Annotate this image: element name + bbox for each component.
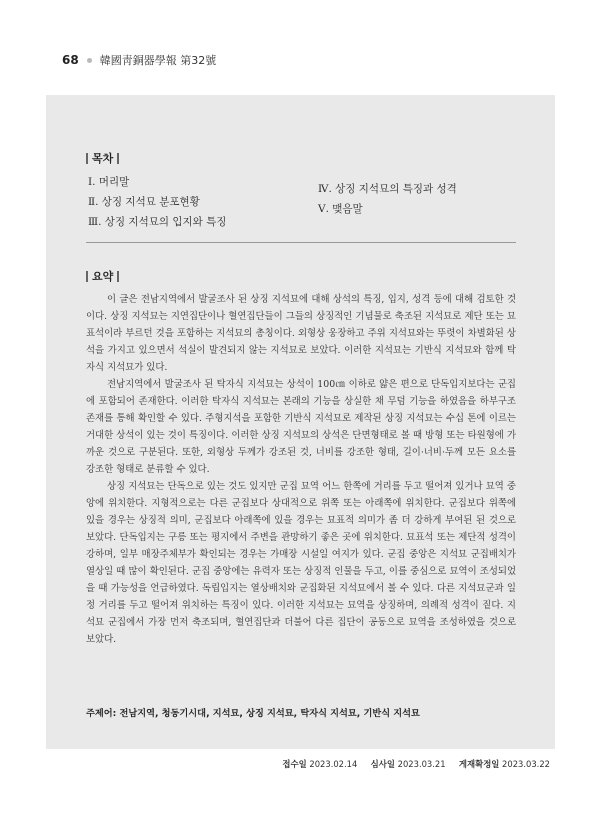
accepted-date: 2023.03.22 xyxy=(502,759,550,769)
toc-item: Ⅴ. 맺음말 xyxy=(318,203,363,215)
abstract-heading-label: 요약 xyxy=(92,270,114,283)
toc-left-column xyxy=(88,172,226,232)
toc-heading xyxy=(86,150,119,166)
abstract-paragraph: 전남지역에서 발굴조사 된 탁자식 지석묘는 상석이 100㎝ 이하로 얇은 편으로 단독입지보다는 군집에 포함되어 존재한다. 이러한 탁자식 지석묘는 본래의 기능을 상실한 채 무덤 기능을 하였음을 하부구조 존재를 통해 확인할 수 있다. 주형지석을 포함한 기반식 지석묘로 제작된 상징 지석묘는 수십 톤에 이르는 거대한 상석이 있는 것이 특징이다. 이러한 상징 지석묘의 상석은 단면형태로 볼 때 방형 또는 타원형에 가까운 것으로 구분된다. 또한, 외형상 두께가 강조된 것, 너비를 강조한 형태, 길이·너비·두께 모든 요소를 강조한 형태로 분류할 수 있다. xyxy=(86,379,516,475)
bullet-dot-icon xyxy=(87,58,92,63)
heading-bar-icon xyxy=(86,271,88,282)
toc-item: Ⅲ. 상징 지석묘의 입지와 특징 xyxy=(88,216,227,228)
toc-item: Ⅳ. 상징 지석묘의 특징과 성격 xyxy=(318,183,457,195)
heading-bar-icon xyxy=(86,153,88,164)
abstract-body xyxy=(86,291,516,648)
page-number: 68 xyxy=(62,53,79,67)
abstract-paragraph: 이 글은 전남지역에서 발굴조사 된 상징 지석묘에 대해 상석의 특징, 입지, 성격 등에 대해 검토한 것이다. 상징 지석묘는 지연집단이나 혈연집단들이 그들의 상징적인 기념물로 축조된 지석묘로 제단 또는 묘표석이라 부르던 것을 포함하는 지석묘의 총칭이다. 외형상 웅장하고 주위 지석묘와는 뚜렷이 차별화된 상석을 가지고 있으면서 석실이 발견되지 않는 지석묘로 보았다. 이러한 지석묘는 기반식 지석묘와 함께 탁자식 지석묘가 있다. xyxy=(86,294,516,373)
heading-bar-icon xyxy=(117,153,119,164)
toc-item: Ⅰ. 머리말 xyxy=(88,176,130,188)
abstract-paragraph: 상징 지석묘는 단독으로 있는 것도 있지만 군집 묘역 어느 한쪽에 거리를 두고 떨어져 있거나 묘역 중앙에 위치한다. 지형적으로는 다른 군집보다 상대적으로 위쪽 또는 아래쪽에 위치한다. 군집보다 위쪽에 있을 경우는 상징적 의미, 군집보다 아래쪽에 있을 경우는 묘표적 의미가 좀 더 강하게 부여된 된 것으로 보았다. 단독입지는 구릉 또는 평지에서 주변을 관망하기 좋은 곳에 위치한다. 묘표석 또는 제단적 성격이 강하며, 일부 매장주체부가 확인되는 경우는 가매장 시설일 여지가 있다. 군집 중앙은 지석묘 군집배치가 열상일 때 많이 확인된다. 군집 중앙에는 유력자 또는 상징적 인물을 두고, 이를 중심으로 묘역이 조성되었을 때 가능성을 언급하였다. 독립입지는 열상배치와 군집화된 지석묘에서 볼 수 있다. 다른 지석묘군과 일정 거리를 두고 떨어져 위치하는 특징이 있다. 이러한 지석묘는 묘역을 상징하며, 의례적 성격이 짙다. 지석묘 군집에서 가장 먼저 축조되며, 혈연집단과 더불어 다른 집단이 공동으로 묘역을 조성하였을 것으로 보았다. xyxy=(86,481,516,645)
running-head xyxy=(62,52,216,68)
toc-right-column xyxy=(318,179,457,219)
journal-title: 韓國靑銅器學報 第32號 xyxy=(99,54,217,67)
toc-heading-label: 목차 xyxy=(92,152,114,165)
received-date: 2023.02.14 xyxy=(309,759,358,769)
abstract-heading xyxy=(86,268,119,284)
publication-dates xyxy=(282,758,550,770)
received-label: 접수일 xyxy=(282,759,307,769)
reviewed-label: 심사일 xyxy=(370,759,395,769)
toc-item: Ⅱ. 상징 지석묘 분포현황 xyxy=(88,196,200,208)
reviewed-date: 2023.03.21 xyxy=(397,759,446,769)
keywords: 주제어: 전남지역, 청동기시대, 지석묘, 상징 지석묘, 탁자식 지석묘, 기반식 지석묘 xyxy=(86,708,420,719)
heading-bar-icon xyxy=(117,271,119,282)
accepted-label: 게재확정일 xyxy=(458,759,500,769)
section-divider xyxy=(86,242,516,243)
